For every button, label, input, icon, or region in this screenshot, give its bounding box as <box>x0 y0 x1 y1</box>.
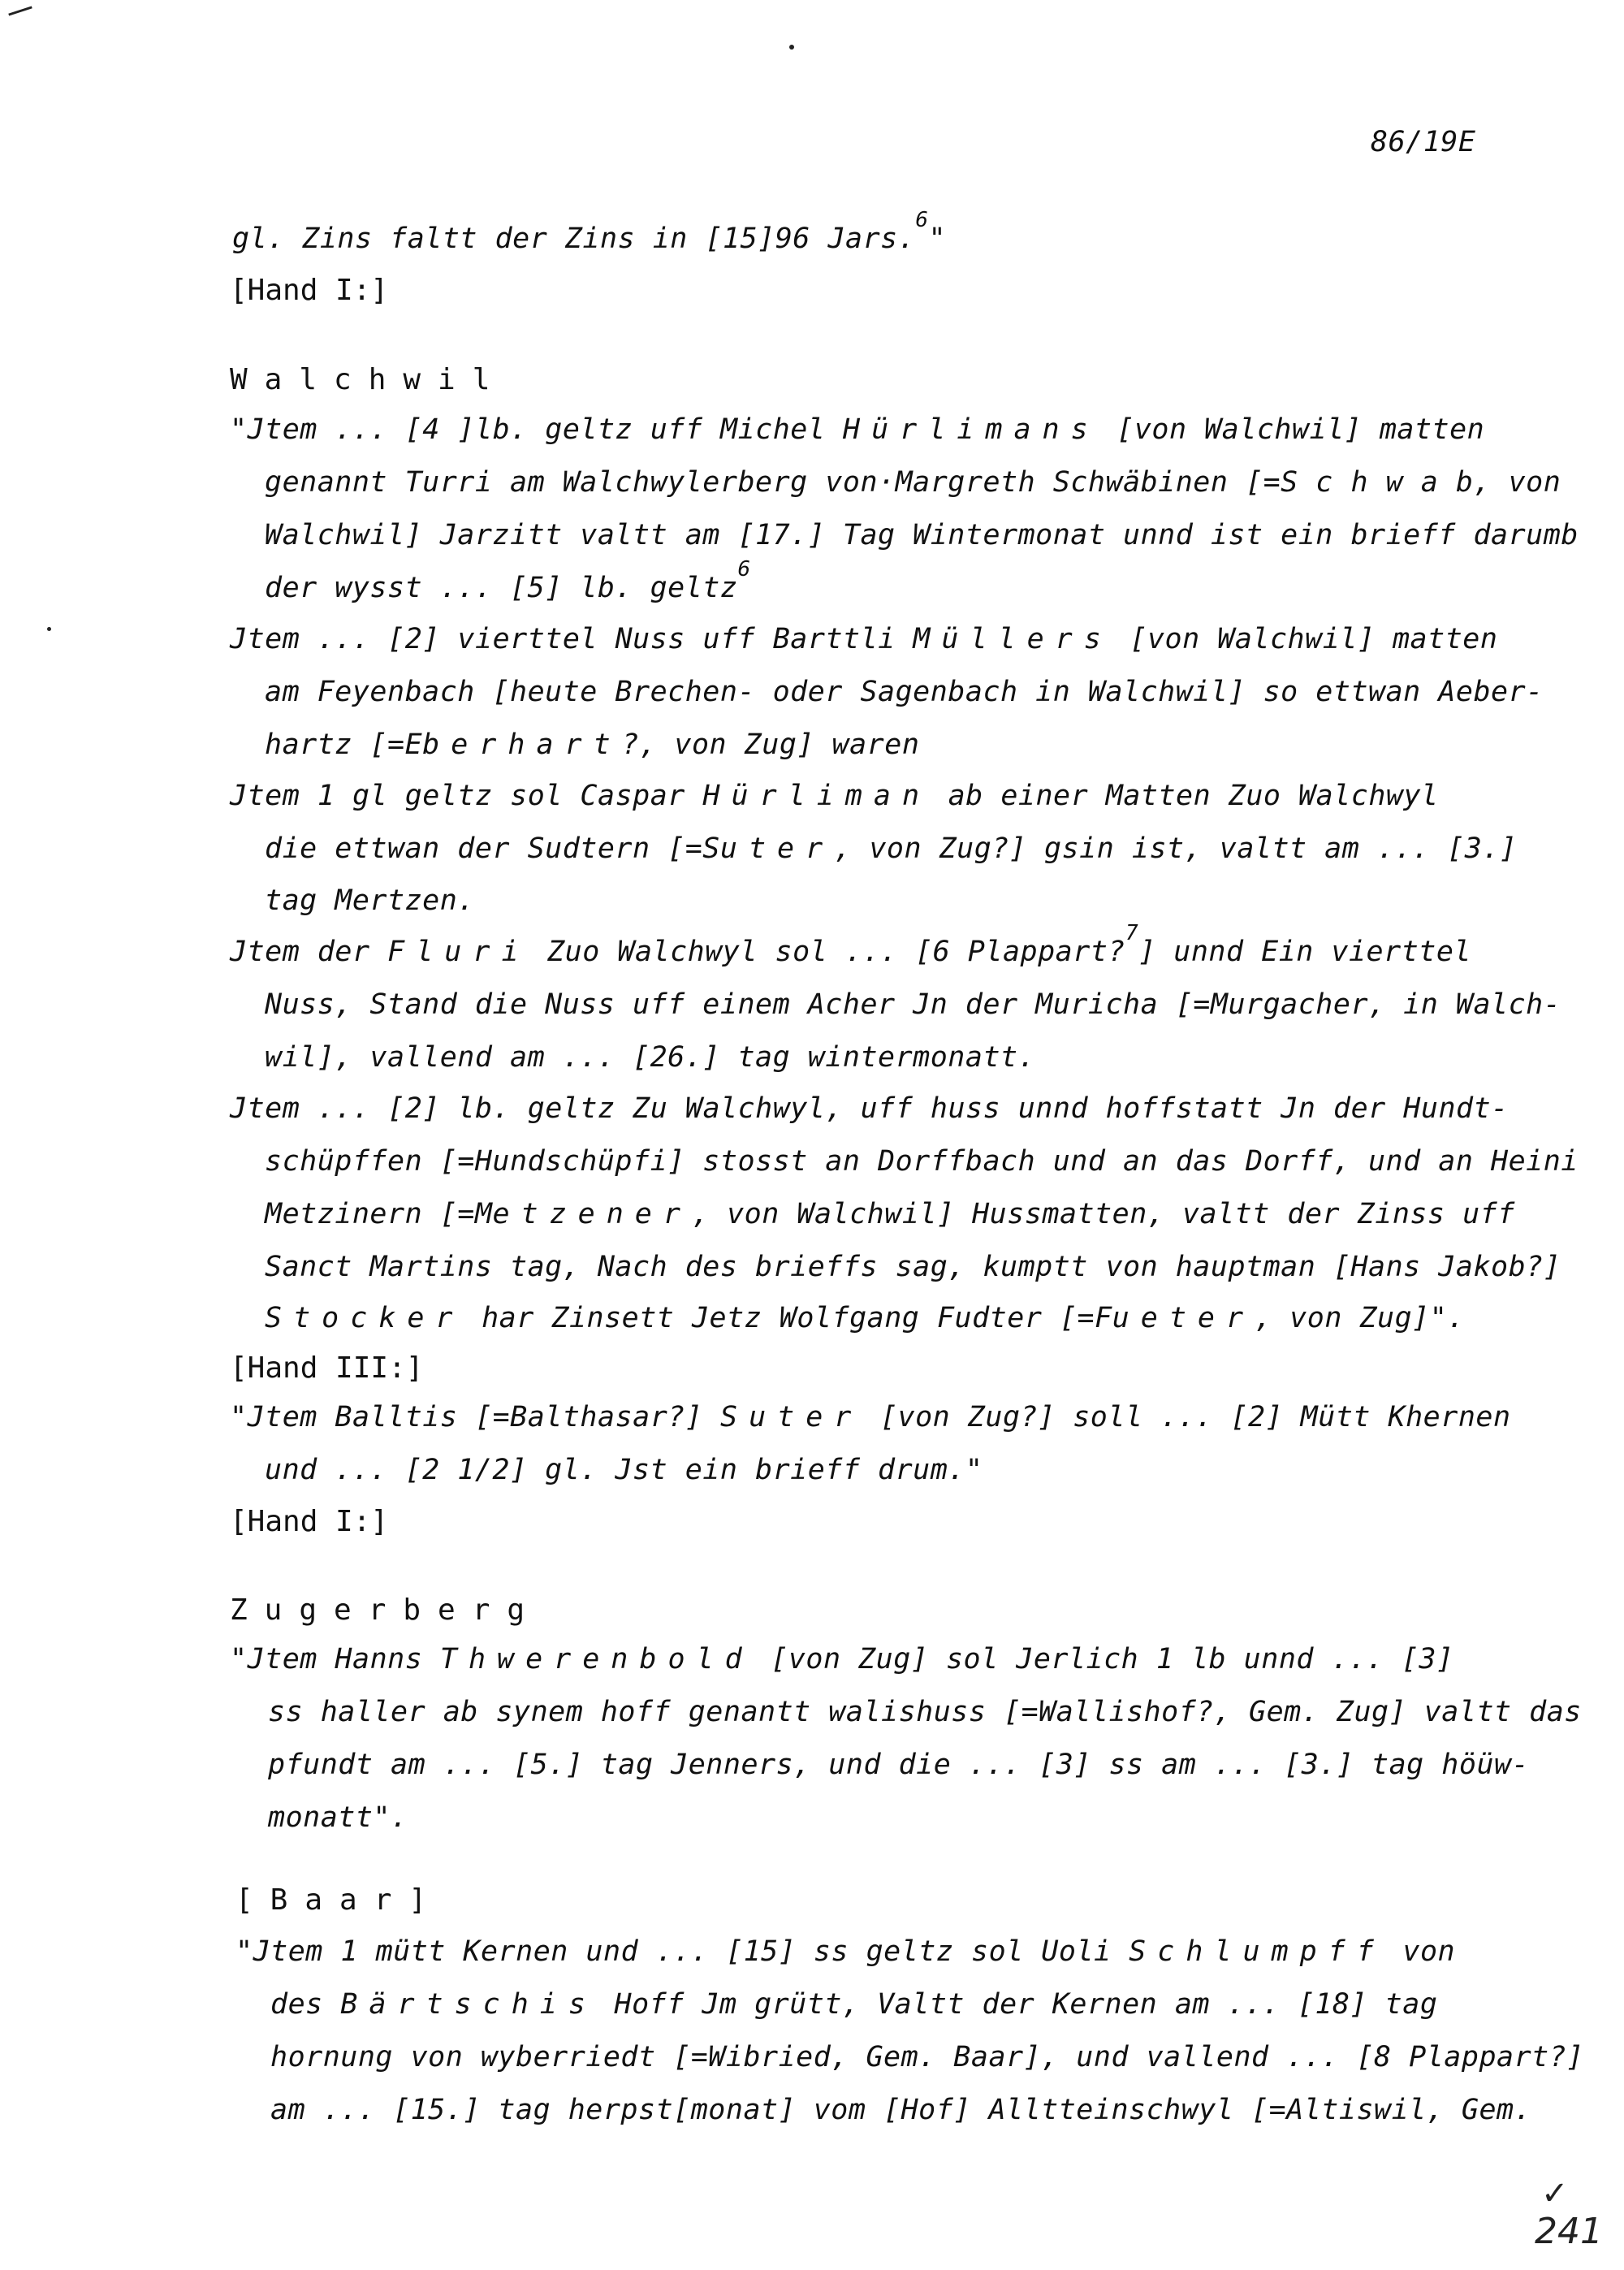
text-line <box>265 557 751 604</box>
text-span: des <box>270 1988 341 2021</box>
text-line <box>230 1403 1511 1432</box>
text-line <box>230 782 1439 811</box>
text-span: , von Zug]". <box>1255 1302 1465 1334</box>
text-span: ?, von Zug] waren <box>621 729 920 761</box>
hand-marker: [Hand I:] <box>230 1505 389 1538</box>
text-span: [von Zug?] soll ... [2] Mütt Khernen <box>862 1401 1511 1433</box>
spaced-name: Suter <box>720 1401 863 1433</box>
text-span: hartz [=E <box>265 729 423 761</box>
text-line <box>265 832 1518 865</box>
text-line: tag Mertzen. <box>265 884 475 917</box>
text-span: Metzinern [=M <box>265 1198 493 1230</box>
text-line: ss haller ab synem hoff genantt walishuss [=Wallishof?, Gem. Zug] valtt das <box>268 1696 1582 1728</box>
checkmark-icon: ✓ <box>1541 2175 1569 2212</box>
spaced-name: Thwerenbold <box>439 1643 754 1675</box>
spaced-name: berhart <box>422 729 622 761</box>
text-line: genannt Turri am Walchwylerberg von·Margreth Schwäbinen [=S c h w a b, von <box>265 466 1561 499</box>
hand-marker: [Hand I:] <box>230 274 389 307</box>
text-span: "Jtem Hanns <box>230 1643 440 1675</box>
text-span: [von Walchwil] matten <box>1112 623 1498 655</box>
text-span: [von Walchwil] matten <box>1099 413 1485 446</box>
text-span: ab einer Matten Zuo Walchwyl <box>931 780 1439 812</box>
text-line <box>232 208 947 255</box>
footnote-ref: 6 <box>737 557 751 582</box>
text-span: Jtem ... [2] vierttel Nuss uff Barttli <box>230 623 914 655</box>
spaced-name: Hürlimans <box>843 413 1099 446</box>
section-heading-zugerberg: Zugerberg <box>230 1593 542 1627</box>
text-span: , von Zug?] gsin ist, valtt am ... [3.] <box>834 832 1518 865</box>
text-line <box>230 921 1471 968</box>
page-reference: 86/19E <box>1371 126 1476 158</box>
text-line <box>235 1935 1456 1968</box>
text-line <box>270 1988 1438 2021</box>
text-line: pfundt am ... [5.] tag Jenners, und die ... [3] ss am ... [3.] tag höüw- <box>268 1749 1530 1781</box>
text-line: Nuss, Stand die Nuss uff einem Acher Jn der Muricha [=Murgacher, in Walch- <box>265 988 1561 1021</box>
text-span: "Jtem Balltis [=Balthasar?] <box>230 1401 721 1433</box>
hand-marker: [Hand III:] <box>230 1351 424 1385</box>
scan-speck <box>789 45 794 50</box>
spaced-name: uter <box>719 832 835 865</box>
text-line: am Feyenbach [heute Brechen- oder Sagenbach in Walchwil] so ettwan Aeber- <box>265 676 1544 708</box>
section-heading-walchwil: Walchwil <box>230 363 508 396</box>
spaced-name: Bärtschis <box>340 1988 597 2021</box>
text-line: Jtem ... [2] lb. geltz Zu Walchwyl, uff huss unnd hoffstatt Jn der Hundt- <box>230 1092 1509 1125</box>
spaced-name: Müllers <box>913 623 1112 655</box>
text-line: Sanct Martins tag, Nach des brieffs sag, kumptt von hauptman [Hans Jakob?] <box>265 1251 1561 1283</box>
text-line <box>230 1645 1454 1674</box>
text-line: monatt". <box>268 1801 408 1834</box>
text-line <box>265 731 919 759</box>
text-line: und ... [2 1/2] gl. Jst ein brieff drum." <box>265 1454 983 1486</box>
text-span: gl. Zins faltt der Zins in [15]96 Jars. <box>232 223 916 255</box>
footnote-ref: 6 <box>915 208 929 232</box>
spaced-name: ueter <box>1112 1302 1255 1334</box>
folio-number: 241 <box>1535 2211 1603 2252</box>
text-span: Jtem 1 gl geltz sol Caspar <box>230 780 703 812</box>
text-line: wil], vallend am ... [26.] tag wintermonatt. <box>265 1041 1036 1074</box>
text-span: Zuo Walchwyl sol ... [6 Plappart? <box>529 936 1125 968</box>
text-line: Walchwil] Jarzitt valtt am [17.] Tag Wintermonat unnd ist ein brieff darumb <box>265 519 1579 551</box>
text-span: "Jtem ... [4 ]lb. geltz uff Michel <box>230 413 844 446</box>
text-span: Jtem der <box>230 936 388 968</box>
text-line: schüpffen [=Hundschüpfi] stosst an Dorffbach und an das Dorff, und an Heini <box>265 1145 1579 1178</box>
text-line <box>230 625 1497 654</box>
text-span: "Jtem 1 mütt Kernen und ... [15] ss geltz sol Uoli <box>235 1935 1129 1968</box>
text-line: hornung von wyberriedt [=Wibried, Gem. Baar], und vallend ... [8 Plappart?] <box>270 2041 1584 2073</box>
text-span: , von Walchwil] Hussmatten, valtt der Zinss uff <box>691 1198 1515 1230</box>
text-span: Hoff Jm grütt, Valtt der Kernen am ... [18] tag <box>596 1988 1438 2021</box>
text-span: har Zinsett Jetz Wolfgang Fudter [=F <box>464 1302 1112 1334</box>
text-line <box>265 1200 1515 1229</box>
text-span: die ettwan der Sudtern [=S <box>265 832 720 865</box>
spaced-name: Fluri <box>387 936 530 968</box>
scan-speck <box>47 627 51 631</box>
text-line: am ... [15.] tag herpst[monat] vom [Hof] Alltteinschwyl [=Altiswil, Gem. <box>270 2094 1532 2126</box>
text-span: " <box>928 223 947 255</box>
text-span: [von Zug] sol Jerlich 1 lb unnd ... [3] <box>753 1643 1454 1675</box>
text-span: der wysst ... [5] lb. geltz <box>265 572 738 604</box>
footnote-ref: 7 <box>1125 921 1139 945</box>
text-line <box>230 413 1485 446</box>
spaced-name: etzener <box>492 1198 692 1230</box>
text-span: ] unnd Ein vierttel <box>1138 936 1471 968</box>
scan-speck <box>8 6 32 15</box>
section-heading-baar: [Baar] <box>235 1883 444 1917</box>
spaced-name: Hürliman <box>702 780 931 812</box>
text-span: von <box>1384 1935 1456 1968</box>
spaced-name: Stocker <box>265 1302 464 1334</box>
spaced-name: Schlumpff <box>1129 1935 1385 1968</box>
text-line <box>265 1304 1465 1333</box>
